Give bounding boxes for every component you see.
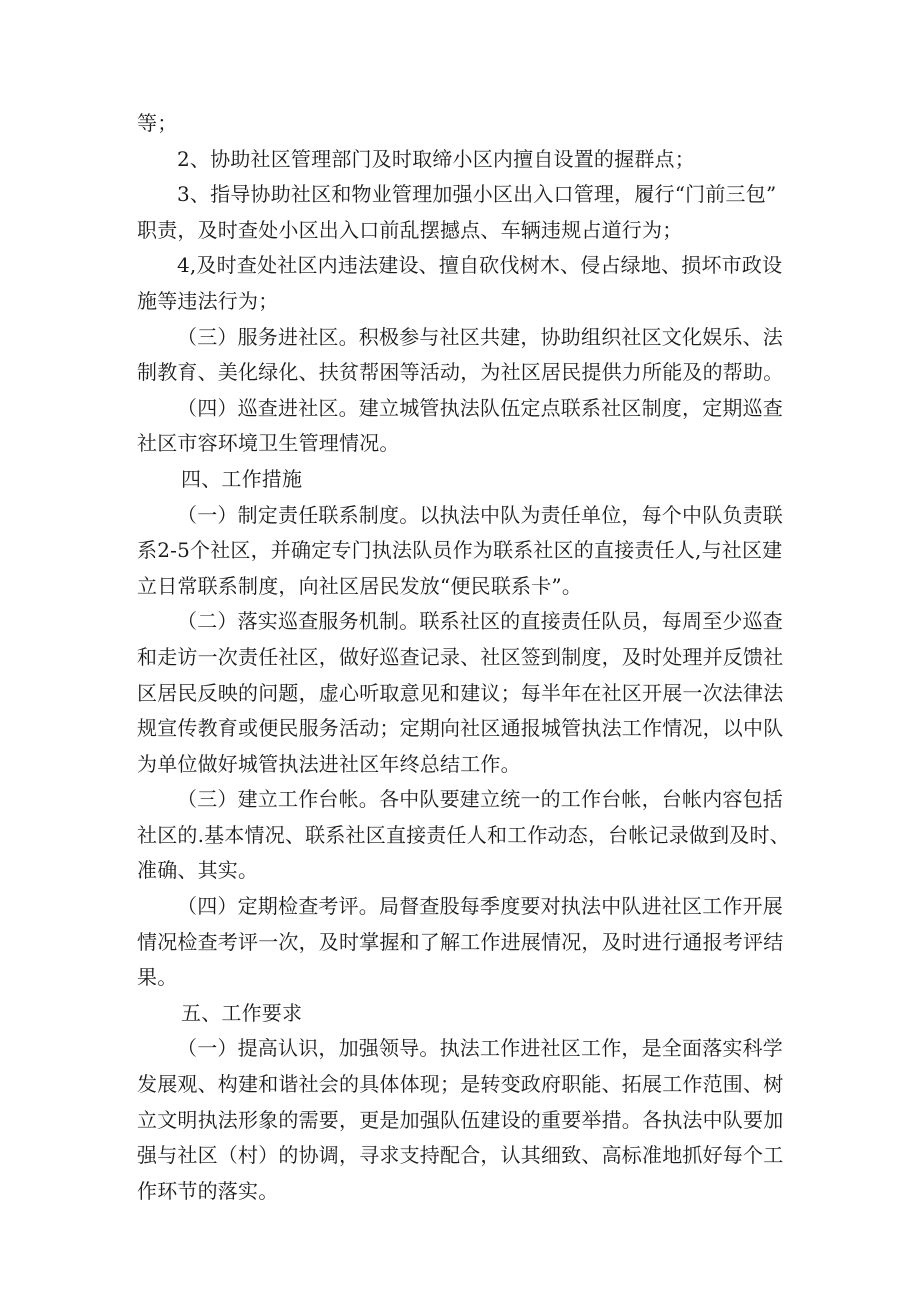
text-line: 立文明执法形象的需要，更是加强队伍建设的重要举措。各执法中队要加 [137,1107,784,1132]
text-line: 系2-5个社区，并确定专门执法队员作为联系社区的直接责任人,与社区建 [137,538,783,563]
text-line: 制教育、美化绿化、扶贫帮困等活动，为社区居民提供力所能及的帮助。 [137,360,784,385]
paragraph-patrol: （四）巡查进社区。建立城管执法队伍定点联系社区制度，定期巡查 [177,395,783,420]
text-line: 等； [137,111,178,135]
text-line: 果。 [137,965,178,990]
list-item-2: 2、协助社区管理部门及时取缔小区内擅自设置的握群点； [177,146,695,171]
paragraph-service: （三）服务进社区。积极参与社区共建，协助组织社区文化娱乐、法 [177,324,783,349]
text-line: 情况检查考评一次，及时掌握和了解工作进展情况，及时进行通报考评结 [137,929,784,954]
text-line: 作环节的落实。 [137,1178,279,1203]
paragraph-mechanism: （二）落实巡查服务机制。联系社区的直接责任队员，每周至少巡查 [177,609,783,634]
document-page [137,106,790,1209]
section-heading-requirements: 五、工作要求 [181,1000,303,1025]
text-line: 立日常联系制度，向社区居民发放“便民联系卡”。 [137,573,583,598]
paragraph-ledger: （三）建立工作台帐。各中队要建立统一的工作台帐，台帐内容包括 [177,787,783,812]
text-line: 区居民反映的问题，虚心听取意见和建议；每半年在社区开展一次法律法 [137,680,784,705]
paragraph-awareness: （一）提高认识，加强领导。执法工作进社区工作，是全面落实科学 [177,1036,783,1061]
text-line: 规宣传教育或便民服务活动；定期向社区通报城管执法工作情况，以中队 [137,716,784,741]
text-line: 为单位做好城管执法进社区年终总结工作。 [137,751,521,776]
paragraph-responsibility: （一）制定责任联系制度。以执法中队为责任单位，每个中队负责联 [177,502,783,527]
text-line: 职责，及时查处小区出入口前乱摆撼点、车辆违规占道行为； [137,217,683,242]
text-line: 施等违法行为； [137,288,279,313]
list-item-4: 4,及时查处社区内违法建设、擅自砍伐树木、侵占绿地、损坏市政设 [177,253,783,278]
text-line: 社区的.基本情况、联系社区直接责任人和工作动态，台帐记录做到及时、 [137,822,790,847]
text-line: 准确、其实。 [137,858,259,883]
list-item-3: 3、指导协助社区和物业管理加强小区出入口管理，履行“门前三包” [177,182,777,207]
text-line: 社区市容环境卫生管理情况。 [137,431,400,456]
text-line: 强与社区（村）的协调，寻求支持配合，认其细致、高标准地抓好每个工 [137,1143,784,1168]
text-line: 发展观、构建和谐社会的具体体现；是转变政府职能、拓展工作范围、树 [137,1072,784,1097]
paragraph-inspection: （四）定期检查考评。局督查股每季度要对执法中队进社区工作开展 [177,894,783,919]
section-heading-measures: 四、工作措施 [181,466,303,491]
text-line: 和走访一次责任社区，做好巡查记录、社区签到制度，及时处理并反馈社 [137,644,784,669]
